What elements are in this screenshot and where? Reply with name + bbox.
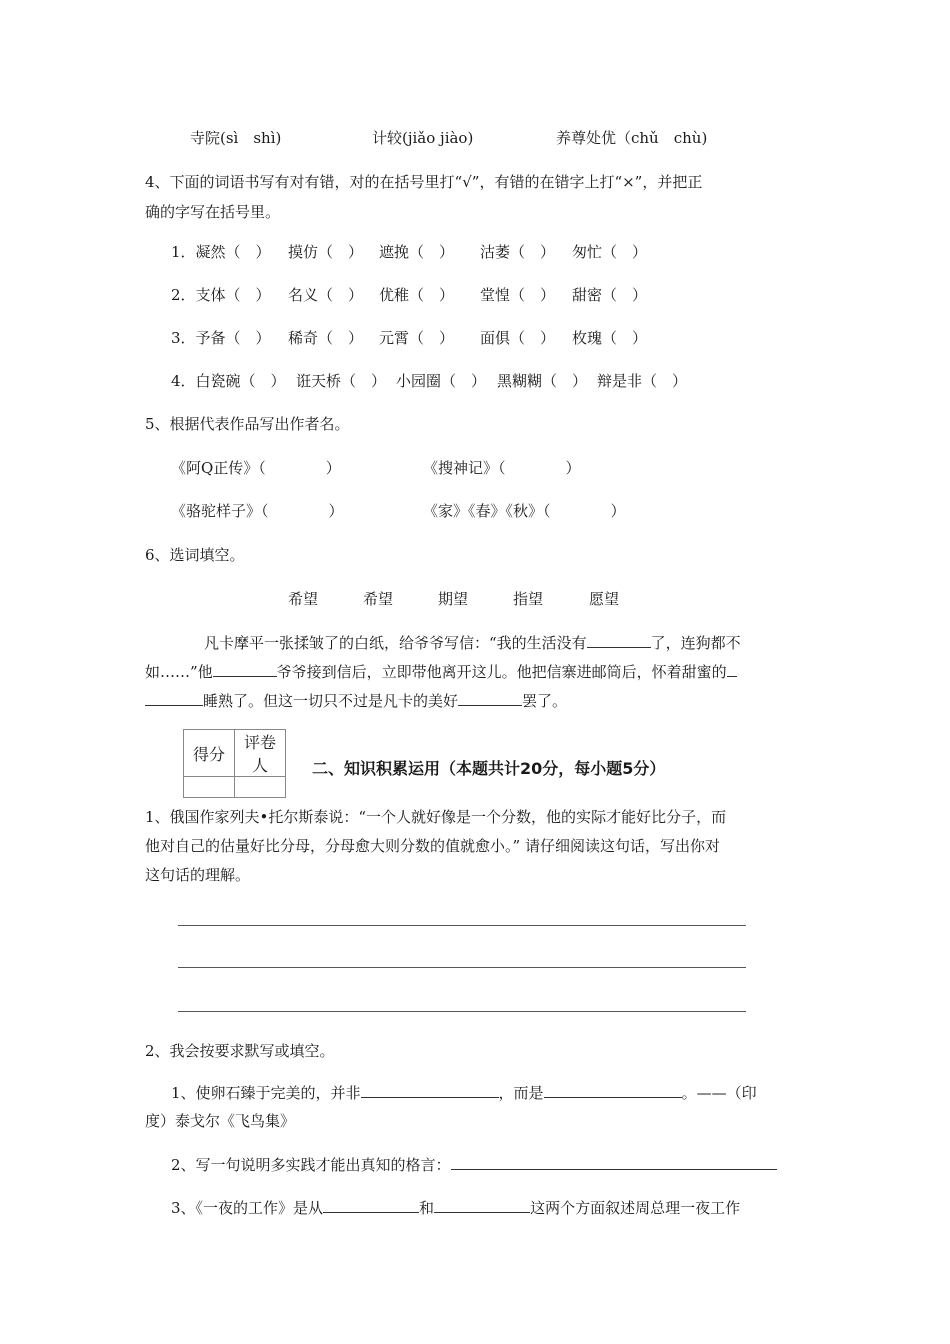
question-4-text-cont: 确的字写在括号里。 [145, 203, 281, 221]
pinyin-item-2: 计较(jiǎo jiào) [372, 129, 474, 147]
question-6-text: 6、选词填空。 [145, 546, 245, 564]
q4-row-1-item-3: 遮挽（ ） [379, 243, 455, 261]
q4-row-1-item-4: 沽萎（ ） [480, 243, 556, 261]
s2q2-item-2 [171, 1153, 777, 1176]
s2q2-text: 。——（印 [681, 1084, 757, 1102]
fill-blank-3-start[interactable] [727, 660, 737, 677]
q4-row-2-item-4: 堂惶（ ） [480, 286, 556, 304]
q4-row-4-item-1: 4．白瓷碗（ ） [171, 372, 286, 390]
fill-blank-1[interactable] [587, 631, 651, 648]
pinyin-item-1: 寺院(sì shì) [190, 129, 282, 147]
grader-cell[interactable] [235, 777, 286, 798]
q6-text: 罢了。 [522, 692, 568, 710]
q4-row-3-item-2: 稀奇（ ） [288, 329, 364, 347]
pinyin-item-3: 养尊处优（chǔ chù) [556, 129, 708, 147]
q4-row-1-item-2: 摸仿（ ） [288, 243, 364, 261]
q4-row-4-item-4: 黑糊糊（ ） [497, 372, 588, 390]
word-choice-1: 希望 [288, 590, 319, 608]
q6-text: 睡熟了。但这一切只不过是凡卡的美好 [203, 692, 459, 710]
q6-text: 如……”他 [145, 663, 213, 681]
q6-paragraph-line-2 [145, 660, 737, 683]
q4-row-1-item-1: 1．凝然（ ） [171, 243, 271, 261]
s2q2-item-1 [171, 1081, 757, 1104]
q4-row-2-item-2: 名义（ ） [288, 286, 364, 304]
answer-line-2[interactable] [178, 967, 746, 968]
q4-row-4-item-5: 辩是非（ ） [597, 372, 688, 390]
q5-item-3: 《骆驼样子》（ ） [171, 502, 344, 520]
s2q2-text: 3、《一夜的工作》是从 [171, 1199, 324, 1217]
fill-blank-6[interactable] [544, 1081, 682, 1098]
s2q2-text: 2、写一句说明多实践才能出真知的格言： [171, 1156, 451, 1174]
q4-row-3-item-4: 面俱（ ） [480, 329, 556, 347]
q6-text: 凡卡摩平一张揉皱了的白纸，给爷爷写信：“我的生活没有 [204, 634, 587, 652]
answer-line-3[interactable] [178, 1011, 746, 1012]
s2-question-2-text: 2、我会按要求默写或填空。 [145, 1042, 335, 1060]
s2-question-1-line-1: 1、俄国作家列夫•托尔斯泰说：“一个人就好像是一个分数，他的实际才能好比分子，而 [145, 808, 727, 826]
question-4-text: 4、下面的词语书写有对有错，对的在括号里打“√”，有错的在错字上打“×”，并把正 [145, 173, 703, 191]
q6-text: 了，连狗都不 [650, 634, 741, 652]
fill-blank-5[interactable] [361, 1081, 499, 1098]
q4-row-2-item-3: 优稚（ ） [379, 286, 455, 304]
score-box [183, 729, 286, 798]
q4-row-4-item-2: 诳天桥（ ） [296, 372, 387, 390]
s2q2-text: 1、使卵石臻于完美的，并非 [171, 1084, 361, 1102]
word-choice-4: 指望 [513, 590, 544, 608]
fill-blank-3[interactable] [145, 689, 203, 706]
s2q2-text: ，而是 [498, 1084, 544, 1102]
q5-item-2: 《搜神记》（ ） [423, 459, 581, 477]
s2q2-item-3 [171, 1196, 740, 1219]
grader-label: 评卷人 [235, 730, 286, 777]
q5-item-4: 《家》《春》《秋》（ ） [423, 502, 626, 520]
question-5-text: 5、根据代表作品写出作者名。 [145, 415, 350, 433]
s2q2-text: 和 [419, 1199, 435, 1217]
fill-blank-2[interactable] [213, 660, 277, 677]
word-choice-5: 愿望 [589, 590, 620, 608]
q4-row-2-item-5: 甜密（ ） [572, 286, 648, 304]
score-label: 得分 [184, 730, 235, 777]
word-choice-3: 期望 [438, 590, 469, 608]
q6-paragraph-line-3 [145, 689, 567, 712]
q4-row-3-item-5: 枚瑰（ ） [572, 329, 648, 347]
q4-row-1-item-5: 匆忙（ ） [572, 243, 648, 261]
s2q2-item-1-cont: 度）泰戈尔《飞鸟集》 [145, 1112, 296, 1130]
fill-blank-8[interactable] [323, 1196, 419, 1213]
section-2-title: 二、知识积累运用（本题共计20分，每小题5分） [312, 759, 666, 778]
q6-text: 爷爷接到信后，立即带他离开这儿。他把信寨进邮筒后，怀着甜蜜的 [276, 663, 727, 681]
s2q2-text: 这两个方面叙述周总理一夜工作 [530, 1199, 741, 1217]
word-choice-2: 希望 [363, 590, 394, 608]
q5-item-1: 《阿Q正传》（ ） [171, 459, 341, 477]
fill-blank-4[interactable] [458, 689, 522, 706]
q4-row-2-item-1: 2．支体（ ） [171, 286, 271, 304]
score-cell[interactable] [184, 777, 235, 798]
s2-question-1-line-2: 他对自己的估量好比分母，分母愈大则分数的值就愈小。” 请仔细阅读这句话，写出你对 [145, 837, 720, 855]
q4-row-3-item-3: 元霄（ ） [379, 329, 455, 347]
answer-line-1[interactable] [178, 925, 746, 926]
s2-question-1-line-3: 这句话的理解。 [145, 866, 251, 884]
q4-row-3-item-1: 3．予备（ ） [171, 329, 271, 347]
fill-blank-9[interactable] [434, 1196, 530, 1213]
fill-blank-7[interactable] [451, 1153, 777, 1170]
q4-row-4-item-3: 小园圈（ ） [396, 372, 487, 390]
q6-paragraph-line-1 [204, 631, 741, 654]
